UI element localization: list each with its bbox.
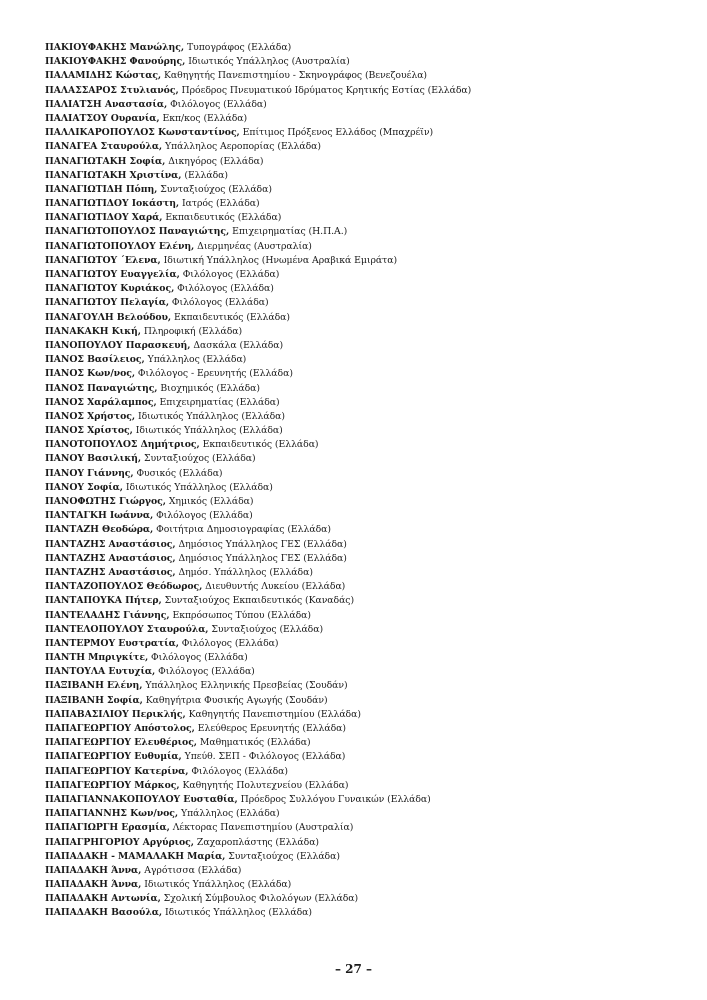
list-item (45, 84, 685, 98)
list-item (45, 623, 685, 637)
entry-detail: Λέκτορας Πανεπιστημίου (Αυστραλία) (169, 822, 354, 834)
entry-name: ΠΑΝΤΑΖΗΣ Αναστάσιος, (45, 552, 176, 564)
entry-detail: Φυσικός (Ελλάδα) (133, 467, 223, 479)
entry-name: ΠΑΝΟΦΩΤΗΣ Γιώργος, (45, 496, 166, 507)
entry-detail: Διερμηνέας (Αυστραλία) (194, 240, 312, 252)
entry-name: ΠΑΝΟΣ Κων/νος, (45, 368, 136, 380)
entry-name: ΠΑΝΤΕΛΟΠΟΥΛΟΥ Σταυρούλα, (45, 623, 209, 635)
entry-detail: Καθηγητής Πανεπιστημίου (Ελλάδα) (185, 708, 361, 720)
entry-detail: Ιατρός (Ελλάδα) (179, 198, 260, 210)
entry-name: ΠΑΠΑΓΙΑΝΝΑΚΟΠΟΥΛΟΥ Ευσταθία, (45, 793, 238, 805)
page-number: – 27 – (334, 962, 373, 976)
list-item (45, 452, 685, 466)
list-item (45, 169, 685, 183)
entry-name: ΠΑΠΑΓΕΩΡΓΙΟΥ Ευθυμία, (45, 751, 182, 763)
list-item (45, 836, 685, 850)
list-item (45, 325, 685, 339)
entry-name: ΠΑΝΟΥ Σοφία, (45, 481, 123, 493)
entry-name: ΠΑΝΤΑΓΚΗ Ιωάννα, (45, 510, 154, 522)
entry-detail: Χημικός (Ελλάδα) (165, 496, 254, 507)
entry-detail: Συνταξιούχος (Ελλάδα) (141, 453, 256, 465)
entry-name: ΠΑΝΤΗ Μπριγκίτε, (45, 652, 149, 664)
entry-name: ΠΑΝΤΕΡΜΟΥ Ευστρατία, (45, 637, 179, 649)
entry-detail: Ζαχαροπλάστης (Ελλάδα) (194, 836, 319, 848)
list-item (45, 694, 685, 708)
list-item (45, 140, 685, 154)
entry-name: ΠΑΞΙΒΑΝΗ Σοφία, (45, 694, 143, 706)
entry-name: ΠΑΛΙΑΤΣΟΥ Ουρανία, (45, 112, 160, 124)
list-item (45, 410, 685, 424)
entry-detail: Φιλόλογος (Ελλάδα) (153, 510, 253, 522)
entry-name: ΠΑΠΑΔΑΚΗ Βασούλα, (45, 907, 163, 919)
list-item (45, 679, 685, 693)
list-item (45, 509, 685, 523)
list-item (45, 850, 685, 864)
entry-detail: Εκπαιδευτικός (Ελλάδα) (171, 311, 290, 323)
entry-name: ΠΑΝΟΠΟΥΛΟΥ Παρασκευή, (45, 339, 191, 351)
entry-detail: Πρόεδρος Πνευματικού Ιδρύματος Κρητικής Εστίας (Ελλάδα) (178, 84, 472, 96)
list-item (45, 98, 685, 112)
entry-name: ΠΑΠΑΓΙΩΡΓΗ Ερασμία, (45, 822, 170, 834)
entry-name: ΠΑΠΑΓΡΗΓΟΡΙΟΥ Αργύριος, (45, 836, 194, 848)
entry-detail: Ιδιωτικός Υπάλληλος (Ελλάδα) (132, 425, 283, 437)
entry-name: ΠΑΝΑΓΙΩΤΙΔΟΥ Ιοκάστη, (45, 198, 180, 210)
list-item (45, 382, 685, 396)
list-item (45, 566, 685, 580)
list-item (45, 523, 685, 537)
entry-name: ΠΑΝΤΟΥΛΑ Ευτυχία, (45, 666, 156, 678)
list-item (45, 112, 685, 126)
entry-detail: Φιλόλογος (Ελλάδα) (174, 283, 274, 295)
entry-name: ΠΑΝΑΓΙΩΤΙΔΟΥ Χαρά, (45, 212, 163, 224)
entry-name: ΠΑΝΤΑΖΗΣ Αναστάσιος, (45, 566, 176, 578)
entry-name: ΠΑΚΙΟΥΦΑΚΗΣ Φανούρης, (45, 56, 186, 68)
entry-detail: Υπάλληλος (Ελλάδα) (178, 808, 280, 820)
list-item (45, 580, 685, 594)
list-item (45, 197, 685, 211)
list-item (45, 353, 685, 367)
entry-name: ΠΑΝΑΓΙΩΤΑΚΗ Σοφία, (45, 155, 166, 167)
entry-name: ΠΑΛΛΙΚΑΡΟΠΟΥΛΟΣ Κωνσταντίνος, (45, 127, 240, 139)
list-item (45, 481, 685, 495)
entry-name: ΠΑΝΟΣ Χρίστος, (45, 425, 133, 437)
entry-detail: Φιλόλογος - Ερευνητής (Ελλάδα) (135, 368, 293, 380)
entry-detail: Δημόσιος Υπάλληλος ΓΕΣ (Ελλάδα) (175, 552, 347, 564)
entry-detail: Διευθυντής Λυκείου (Ελλάδα) (202, 581, 346, 593)
entry-name: ΠΑΝΤΑΖΟΠΟΥΛΟΣ Θεόδωρος, (45, 581, 203, 593)
list-item (45, 665, 685, 679)
list-item (45, 906, 685, 920)
entry-name: ΠΑΝΑΓΙΩΤΟΥ Πελαγία, (45, 297, 169, 309)
entry-detail: Ιδιωτική Υπάλληλος (Ηνωμένα Αραβικά Εμιράτα) (160, 254, 398, 266)
entry-detail: Μαθηματικός (Ελλάδα) (197, 737, 311, 749)
entry-detail: Συνταξιούχος (Ελλάδα) (208, 623, 324, 635)
entry-detail: Εκπ/κος (Ελλάδα) (159, 112, 248, 124)
list-item (45, 807, 685, 821)
entry-name: ΠΑΠΑΔΑΚΗ Αντωνία, (45, 893, 161, 905)
entry-name: ΠΑΝΑΓΙΩΤΟΥ Ευαγγελία, (45, 269, 180, 280)
entry-name: ΠΑΝΑΓΙΩΤΟΠΟΥΛΟΣ Παναγιώτης, (45, 226, 230, 238)
entry-detail: Καθηγητής Πολυτεχνείου (Ελλάδα) (179, 779, 349, 791)
entry-detail: Εκπαιδευτικός (Ελλάδα) (199, 439, 319, 451)
entry-detail: Φιλόλογος (Ελλάδα) (167, 98, 267, 110)
list-item (45, 69, 685, 83)
list-item (45, 268, 685, 282)
entry-name: ΠΑΛΑΣΣΑΡΟΣ Στυλιανός, (45, 84, 179, 96)
entry-detail: Καθηγητής Πανεπιστημίου - Σκηνογράφος (Βενεζουέλα) (161, 70, 427, 82)
entry-name: ΠΑΝΑΓΙΩΤΑΚΗ Χριστίνα, (45, 169, 182, 181)
list-item (45, 254, 685, 268)
entry-detail: Φιλόλογος (Ελλάδα) (188, 765, 288, 777)
entry-detail: (Ελλάδα) (181, 169, 228, 181)
list-item (45, 552, 685, 566)
list-item (45, 240, 685, 254)
list-item (45, 126, 685, 140)
entry-detail: Πρόεδρος Συλλόγου Γυναικών (Ελλάδα) (237, 793, 431, 805)
entry-detail: Φοιτήτρια Δημοσιογραφίας (Ελλάδα) (153, 524, 331, 536)
entry-detail: Υπάλληλος Ελληνικής Πρεσβείας (Σουδάν) (142, 680, 348, 692)
list-item (45, 722, 685, 736)
entry-name: ΠΑΝΟΣ Παναγιώτης, (45, 382, 158, 394)
entry-name: ΠΑΠΑΓΕΩΡΓΙΟΥ Απόστολος, (45, 723, 195, 734)
entry-detail: Υπεύθ. ΣΕΠ - Φιλόλογος (Ελλάδα) (181, 751, 346, 763)
entry-detail: Ιδιωτικός Υπάλληλος (Ελλάδα) (135, 410, 285, 422)
entry-name: ΠΑΞΙΒΑΝΗ Ελένη, (45, 680, 143, 692)
list-item (45, 821, 685, 835)
entry-name: ΠΑΝΤΑΖΗ Θεοδώρα, (45, 524, 154, 536)
entry-detail: Συνταξιούχος Εκπαιδευτικός (Καναδάς) (161, 595, 355, 607)
entry-name: ΠΑΠΑΓΕΩΡΓΙΟΥ Ελευθέριος, (45, 737, 197, 749)
entry-detail: Δημόσ. Υπάλληλος (Ελλάδα) (175, 566, 313, 578)
entry-detail: Ιδιωτικός Υπάλληλος (Αυστραλία) (185, 56, 350, 68)
entry-name: ΠΑΛΑΜΙΔΗΣ Κώστας, (45, 70, 162, 82)
entry-name: ΠΑΚΙΟΥΦΑΚΗΣ Μανώλης, (45, 42, 185, 53)
entry-detail: Φιλόλογος (Ελλάδα) (178, 637, 279, 649)
entry-detail: Υπάλληλος (Ελλάδα) (144, 354, 247, 366)
entry-detail: Εκπαιδευτικός (Ελλάδα) (162, 212, 282, 224)
list-item (45, 594, 685, 608)
list-item (45, 339, 685, 353)
list-item (45, 467, 685, 481)
list-item (45, 609, 685, 623)
list-item (45, 282, 685, 296)
entry-detail: Φιλόλογος (Ελλάδα) (169, 297, 269, 309)
entry-detail: Δικηγόρος (Ελλάδα) (165, 155, 264, 167)
entry-name: ΠΑΝΟΣ Βασίλειος, (45, 354, 145, 366)
entry-name: ΠΑΝΟΣ Χρήστος, (45, 410, 136, 422)
list-item (45, 438, 685, 452)
entry-detail: Ιδιωτικός Υπάλληλος (Ελλάδα) (122, 481, 273, 493)
list-item (45, 538, 685, 552)
entry-name: ΠΑΝΤΕΛΑΔΗΣ Γιάννης, (45, 609, 170, 621)
entry-name: ΠΑΝΑΓΙΩΤΙΔΗ Πόπη, (45, 183, 158, 195)
entry-name: ΠΑΝΤΑΖΗΣ Αναστάσιος, (45, 538, 176, 550)
list-item (45, 793, 685, 807)
entry-detail: Ιδιωτικός Υπάλληλος (Ελλάδα) (141, 879, 292, 891)
list-item (45, 41, 685, 55)
entry-name: ΠΑΝΑΓΙΩΤΟΠΟΥΛΟΥ Ελένη, (45, 240, 195, 252)
entry-name: ΠΑΝΑΓΙΩΤΟΥ Κυριάκος, (45, 283, 175, 295)
name-list (45, 41, 685, 921)
entry-detail: Τυπογράφος (Ελλάδα) (184, 42, 292, 53)
list-item (45, 736, 685, 750)
entry-detail: Ιδιωτικός Υπάλληλος (Ελλάδα) (162, 907, 312, 919)
entry-name: ΠΑΝΤΑΠΟΥΚΑ Πήτερ, (45, 595, 162, 607)
entry-detail: Υπάλληλος Αεροπορίας (Ελλάδα) (162, 141, 321, 153)
list-item (45, 864, 685, 878)
list-item (45, 765, 685, 779)
entry-name: ΠΑΠΑΔΑΚΗ Άννα, (45, 864, 142, 876)
entry-name: ΠΑΠΑΓΙΑΝΝΗΣ Κων/νος, (45, 808, 179, 820)
list-item (45, 225, 685, 239)
entry-detail: Δημόσιος Υπάλληλος ΓΕΣ (Ελλάδα) (175, 538, 347, 550)
list-item (45, 750, 685, 764)
list-item (45, 779, 685, 793)
entry-detail: Φιλόλογος (Ελλάδα) (179, 269, 280, 280)
entry-name: ΠΑΠΑΔΑΚΗ Άννα, (45, 879, 142, 891)
entry-name: ΠΑΝΑΓΙΩΤΟΥ ΄Ελενα, (45, 254, 161, 266)
entry-name: ΠΑΠΑΓΕΩΡΓΙΟΥ Μάρκος, (45, 779, 180, 791)
list-item (45, 651, 685, 665)
list-item (45, 424, 685, 438)
entry-detail: Βιοχημικός (Ελλάδα) (157, 382, 260, 394)
entry-detail: Καθηγήτρια Φυσικής Αγωγής (Σουδάν) (142, 694, 328, 706)
list-item (45, 155, 685, 169)
entry-detail: Φιλόλογος (Ελλάδα) (155, 666, 255, 678)
entry-name: ΠΑΝΑΓΟΥΛΗ Βελούδου, (45, 311, 172, 323)
list-item (45, 708, 685, 722)
entry-name: ΠΑΝΟΣ Χαράλαμπος, (45, 396, 157, 408)
entry-name: ΠΑΝΟΥ Βασιλική, (45, 453, 142, 465)
entry-name: ΠΑΠΑΓΕΩΡΓΙΟΥ Κατερίνα, (45, 765, 189, 777)
entry-name: ΠΑΝΟΥ Γιάννης, (45, 467, 134, 479)
entry-detail: Σχολική Σύμβουλος Φιλολόγων (Ελλάδα) (160, 893, 359, 905)
list-item (45, 183, 685, 197)
entry-name: ΠΑΛΙΑΤΣΗ Αναστασία, (45, 98, 168, 110)
entry-detail: Συνταξιούχος (Ελλάδα) (225, 850, 340, 862)
list-item (45, 211, 685, 225)
list-item (45, 878, 685, 892)
entry-detail: Ελεύθερος Ερευνητής (Ελλάδα) (194, 723, 346, 734)
entry-detail: Δασκάλα (Ελλάδα) (190, 339, 284, 351)
entry-detail: Συνταξιούχος (Ελλάδα) (157, 183, 272, 195)
list-item (45, 637, 685, 651)
entry-detail: Επίτιμος Πρόξενος Ελλάδος (Μπαχρέϊν) (239, 127, 434, 139)
list-item (45, 311, 685, 325)
entry-name: ΠΑΝΟΤΟΠΟΥΛΟΣ Δημήτριος, (45, 439, 200, 451)
entry-name: ΠΑΝΑΚΑΚΗ Κική, (45, 325, 141, 337)
entry-name: ΠΑΝΑΓΕΑ Σταυρούλα, (45, 141, 163, 153)
entry-detail: Επιχειρηματίας (Η.Π.Α.) (229, 226, 348, 238)
list-item (45, 892, 685, 906)
entry-name: ΠΑΠΑΔΑΚΗ - ΜΑΜΑΛΑΚΗ Μαρία, (45, 850, 226, 862)
entry-detail: Αγρότισσα (Ελλάδα) (141, 864, 242, 876)
list-item (45, 55, 685, 69)
list-item (45, 396, 685, 410)
entry-detail: Επιχειρηματίας (Ελλάδα) (156, 396, 280, 408)
entry-name: ΠΑΠΑΒΑΣΙΛΙΟΥ Περικλής, (45, 708, 186, 720)
list-item (45, 495, 685, 509)
entry-detail: Εκπρόσωπος Τύπου (Ελλάδα) (169, 609, 311, 621)
entry-detail: Πληροφική (Ελλάδα) (140, 325, 243, 337)
list-item (45, 367, 685, 381)
entry-detail: Φιλόλογος (Ελλάδα) (148, 652, 248, 664)
list-item (45, 296, 685, 310)
